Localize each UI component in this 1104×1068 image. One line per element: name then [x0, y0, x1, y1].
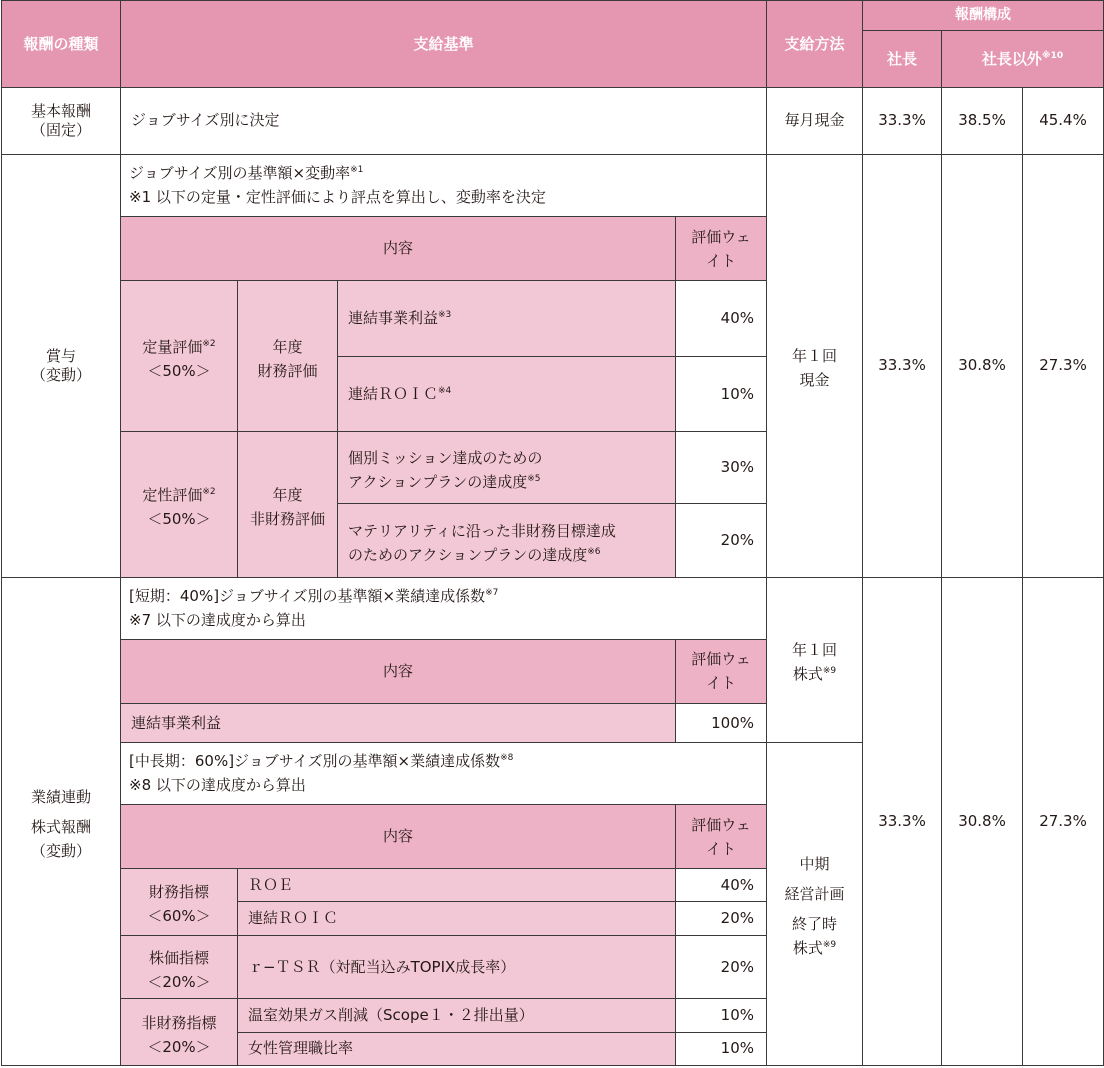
stock-fin-pct: ＜60%＞ [147, 907, 211, 926]
bonus-item-1-text: 連結事業利益 [348, 308, 439, 327]
bonus-line1 [129, 161, 766, 185]
bonus-method [767, 154, 863, 577]
bonus-item-2 [338, 356, 676, 432]
stock-fin-item-1-weight: 40% [676, 868, 767, 901]
bonus-pct-others-2: 27.3% [1023, 154, 1104, 577]
header-type: 報酬の種類 [2, 1, 121, 88]
bonus-item-4-line1: マテリアリティに沿った非財務目標達成 [348, 522, 616, 541]
stock-mid-method [767, 742, 863, 1065]
bonus-weight-header-2: イト [706, 251, 737, 270]
bonus-item-4-line2-wrap [348, 546, 675, 565]
stock-price-item-weight: 20% [676, 935, 767, 999]
bonus-pct-president: 33.3% [863, 154, 942, 577]
bonus-qual-cat-1: 年度 [272, 486, 303, 505]
stock-short-weight-header [676, 639, 767, 704]
header-row-1 [2, 1, 1104, 31]
stock-mid-method-4: 株式 [792, 939, 823, 958]
stock-nonfin-item-2-weight: 10% [676, 1032, 767, 1065]
basic-criteria: ジョブサイズ別に決定 [121, 87, 767, 154]
bonus-intro [121, 154, 767, 217]
bonus-qual-note: ※2 [202, 487, 216, 498]
header-composition: 報酬構成 [863, 1, 1104, 31]
stock-fin-item-2: 連結ＲＯＩＣ [238, 902, 676, 935]
header-president: 社長 [863, 31, 942, 88]
stock-short-item: 連結事業利益 [121, 704, 676, 742]
stock-short-item-weight: 100% [676, 704, 767, 742]
stock-short-method [767, 577, 863, 742]
stock-mid-method-3: 終了時 [792, 915, 838, 934]
bonus-quant-cat-1: 年度 [272, 337, 303, 356]
bonus-method-2: 現金 [799, 371, 830, 390]
stock-price-item: ｒ−ＴＳＲ（対配当込みTOPIX成長率） [238, 935, 676, 999]
stock-mid-method-2: 経営計画 [784, 885, 845, 904]
bonus-quant-cat-2: 財務評価 [257, 361, 318, 380]
stock-pct-president: 33.3% [863, 577, 942, 1065]
stock-mid-method-4-wrap [767, 939, 862, 958]
bonus-type-line1: 賞与 [45, 347, 76, 365]
bonus-item-3 [338, 432, 676, 504]
bonus-quant-category [238, 280, 338, 432]
stock-nonfin-item-1-weight: 10% [676, 999, 767, 1032]
stock-type [2, 577, 121, 1065]
stock-mid-line2: ※8 以下の達成度から算出 [129, 776, 306, 795]
stock-mid-weight-header-2: イト [706, 839, 737, 858]
stock-short-weight-header-1: 評価ウェ [691, 650, 751, 669]
bonus-item-2-note: ※4 [438, 385, 452, 396]
basic-row [2, 87, 1104, 154]
bonus-item-1-weight: 40% [676, 280, 767, 356]
stock-nonfin-label [121, 999, 238, 1066]
bonus-item-4-note: ※6 [587, 547, 601, 558]
bonus-pct-others-1: 30.8% [942, 154, 1023, 577]
basic-type [2, 87, 121, 154]
stock-short-line1-note: ※7 [485, 588, 499, 599]
stock-nonfin-item-1: 温室効果ガス削減（Scope１・２排出量） [238, 999, 676, 1032]
stock-mid-weight-header [676, 805, 767, 869]
bonus-item-2-text: 連結ＲＯＩＣ [348, 384, 439, 403]
stock-short-content-header: 内容 [121, 639, 676, 704]
bonus-weight-header [676, 217, 767, 281]
stock-short-weight-header-2: イト [706, 674, 737, 693]
bonus-content-header: 内容 [121, 217, 676, 281]
stock-fin-title: 財務指標 [148, 883, 209, 902]
stock-mid-line1 [129, 749, 766, 773]
bonus-qual-cat-2: 非財務評価 [249, 510, 325, 529]
basic-pct-others-2: 45.4% [1023, 87, 1104, 154]
stock-mid-content-header: 内容 [121, 805, 676, 869]
stock-price-title: 株価指標 [148, 948, 209, 967]
header-others-note: ※10 [1041, 50, 1064, 61]
stock-fin-item-2-weight: 20% [676, 902, 767, 935]
stock-mid-method-1: 中期 [799, 855, 830, 874]
bonus-quant-label [121, 280, 238, 432]
stock-mid-intro [121, 742, 767, 805]
bonus-qual-category [238, 432, 338, 577]
bonus-type [2, 154, 121, 577]
bonus-item-3-line1: 個別ミッション達成のための [348, 449, 543, 468]
stock-nonfin-item-2: 女性管理職比率 [238, 1032, 676, 1065]
bonus-weight-header-1: 評価ウェ [691, 227, 751, 246]
basic-pct-president: 33.3% [863, 87, 942, 154]
stock-price-label [121, 935, 238, 999]
basic-pct-others-1: 38.5% [942, 87, 1023, 154]
stock-price-pct: ＜20%＞ [147, 972, 211, 991]
stock-short-line1-text: [短期：40%]ジョブサイズ別の基準額×業績達成係数 [129, 587, 486, 606]
basic-method: 毎月現金 [767, 87, 863, 154]
stock-fin-item-1: ＲＯＥ [238, 868, 676, 901]
bonus-item-1 [338, 280, 676, 356]
bonus-quant-text: 定量評価 [142, 337, 203, 356]
bonus-qual-title [121, 480, 237, 510]
stock-pct-others-1: 30.8% [942, 577, 1023, 1065]
bonus-line1-note: ※1 [350, 165, 364, 176]
bonus-qual-pct: ＜50%＞ [147, 510, 211, 529]
bonus-qual-label [121, 432, 238, 577]
stock-short-method-note: ※9 [822, 666, 837, 677]
bonus-quant-title [121, 332, 237, 362]
stock-type-line1: 業績連動 [30, 788, 91, 807]
stock-short-line1 [129, 584, 766, 608]
stock-type-line2: 株式報酬 [30, 818, 91, 837]
bonus-type-line2: （変動） [30, 365, 91, 384]
bonus-item-3-line2-wrap [348, 473, 675, 492]
bonus-qual-text: 定性評価 [142, 486, 203, 505]
bonus-item-3-note: ※5 [527, 474, 541, 485]
bonus-item-4-line2: のためのアクションプランの達成度 [348, 546, 588, 565]
stock-short-intro [121, 577, 767, 639]
bonus-intro-row [2, 154, 1104, 217]
header-others [942, 31, 1104, 88]
stock-nonfin-pct: ＜20%＞ [147, 1037, 211, 1056]
stock-mid-method-note: ※9 [822, 940, 837, 951]
stock-fin-label [121, 868, 238, 935]
stock-short-method-2-wrap [767, 665, 862, 684]
stock-mid-weight-header-1: 評価ウェ [691, 815, 751, 834]
stock-short-method-2: 株式 [792, 665, 823, 684]
basic-type-line1: 基本報酬 [30, 101, 91, 120]
stock-nonfin-title: 非財務指標 [141, 1013, 217, 1032]
bonus-item-1-note: ※3 [438, 309, 452, 320]
stock-mid-line1-note: ※8 [500, 753, 514, 764]
basic-type-line2: （固定） [30, 120, 91, 139]
bonus-line1-text: ジョブサイズ別の基準額×変動率 [129, 164, 351, 183]
bonus-item-4-weight: 20% [676, 504, 767, 578]
stock-short-intro-row [2, 577, 1104, 639]
stock-pct-others-2: 27.3% [1023, 577, 1104, 1065]
stock-short-line2: ※7 以下の達成度から算出 [129, 611, 306, 630]
stock-mid-line1-text: [中長期：60%]ジョブサイズ別の基準額×業績達成係数 [129, 752, 501, 771]
stock-short-method-1: 年１回 [792, 641, 838, 660]
bonus-item-3-line2: アクションプランの達成度 [348, 473, 528, 492]
bonus-item-3-weight: 30% [676, 432, 767, 504]
bonus-method-1: 年１回 [792, 347, 838, 366]
header-criteria: 支給基準 [121, 1, 767, 88]
bonus-line2: ※1 以下の定量・定性評価により評点を算出し、変動率を決定 [129, 188, 546, 207]
header-method: 支給方法 [767, 1, 863, 88]
compensation-table [1, 0, 1104, 1066]
bonus-item-4 [338, 504, 676, 578]
bonus-quant-note: ※2 [202, 338, 216, 349]
stock-type-line3: （変動） [30, 842, 91, 861]
bonus-quant-pct: ＜50%＞ [147, 361, 211, 380]
header-others-label: 社長以外 [981, 49, 1042, 68]
bonus-item-2-weight: 10% [676, 356, 767, 432]
